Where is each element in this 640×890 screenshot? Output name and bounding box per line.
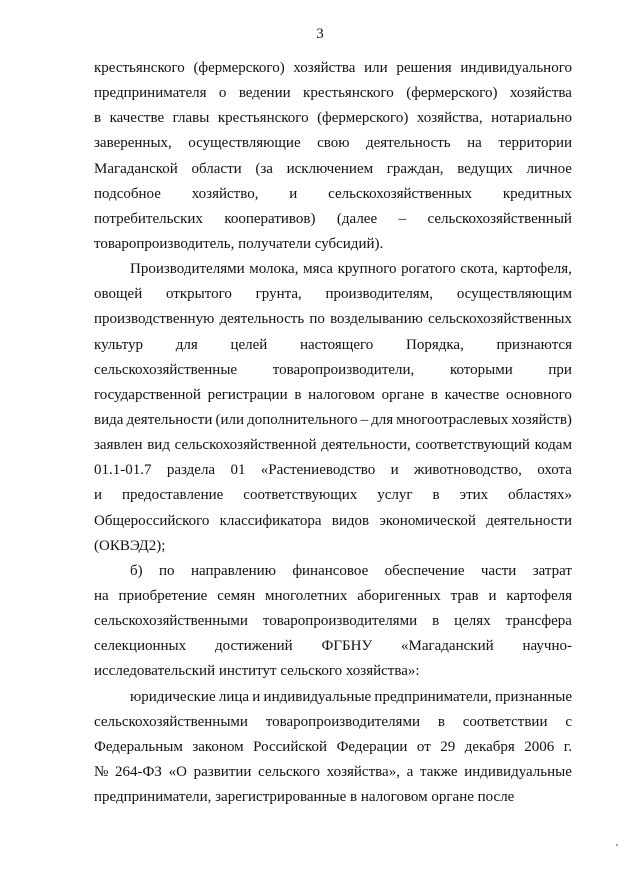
- paragraph-continuation: [94, 56, 572, 257]
- text-line: 01.1-01.7 раздела 01 «Растениеводство и животноводство, охота: [94, 462, 572, 479]
- text-line: товаропроизводитель, получатели субсидий).: [94, 235, 384, 252]
- paragraph-producers: [94, 257, 572, 559]
- text-line: заявлен вид сельскохозяйственной деятельности, соответствующий кодам: [94, 437, 572, 454]
- text-line: № 264-ФЗ «О развитии сельского хозяйства», а также индивидуальные: [94, 763, 572, 780]
- text-line: предприниматели, зарегистрированные в налоговом органе после: [94, 789, 515, 806]
- text-line: юридические лица и индивидуальные предприниматели, признанные: [130, 688, 572, 705]
- text-line: в качестве главы крестьянского (фермерского) хозяйства, нотариально: [94, 110, 572, 127]
- text-line: на приобретение семян многолетних аборигенных трав и картофеля: [94, 587, 572, 604]
- text-line: культур для целей настоящего Порядка, признаются: [94, 336, 572, 353]
- text-line: б) по направлению финансовое обеспечение части затрат: [130, 562, 572, 579]
- paragraph-legal-entities: [94, 685, 572, 811]
- text-line: подсобное хозяйство, и сельскохозяйственных кредитных: [94, 185, 572, 202]
- text-line: Производителями молока, мяса крупного рогатого скота, картофеля,: [130, 261, 572, 278]
- text-line: селекционных достижений ФГБНУ «Магаданский научно-: [94, 638, 572, 655]
- text-line: Федеральным законом Российской Федерации от 29 декабря 2006 г.: [94, 738, 572, 755]
- text-line: сельскохозяйственными товаропроизводителями в целях трансфера: [94, 613, 572, 630]
- text-line: предпринимателя о ведении крестьянского (фермерского) хозяйства: [94, 85, 572, 102]
- paragraph-item-b: [94, 559, 572, 685]
- document-body: [94, 56, 572, 810]
- text-line: (ОКВЭД2);: [94, 537, 166, 554]
- text-line: Магаданской области (за исключением граждан, ведущих личное: [94, 160, 572, 177]
- text-line: крестьянского (фермерского) хозяйства или решения индивидуального: [94, 60, 572, 76]
- text-line: сельскохозяйственные товаропроизводители, которыми при: [94, 361, 572, 378]
- text-line: Общероссийского классификатора видов экономической деятельности: [94, 512, 572, 529]
- text-line: производственную деятельность по возделыванию сельскохозяйственных: [94, 311, 572, 328]
- text-line: потребительских кооперативов) (далее – сельскохозяйственный: [94, 210, 572, 227]
- page-number: 3: [316, 26, 324, 42]
- text-line: государственной регистрации в налоговом органе в качестве основного: [94, 386, 572, 403]
- text-line: вида деятельности (или дополнительного – для многоотраслевых хозяйств): [94, 411, 572, 428]
- text-line: сельскохозяйственными товаропроизводителями в соответствии с: [94, 713, 572, 730]
- text-line: овощей открытого грунта, производителям, осуществляющим: [94, 286, 572, 303]
- text-line: заверенных, осуществляющие свою деятельность на территории: [94, 135, 572, 152]
- text-line: исследовательский институт сельского хозяйства»:: [94, 663, 420, 680]
- scan-artifact: [616, 844, 618, 846]
- text-line: и предоставление соответствующих услуг в этих областях»: [94, 487, 572, 504]
